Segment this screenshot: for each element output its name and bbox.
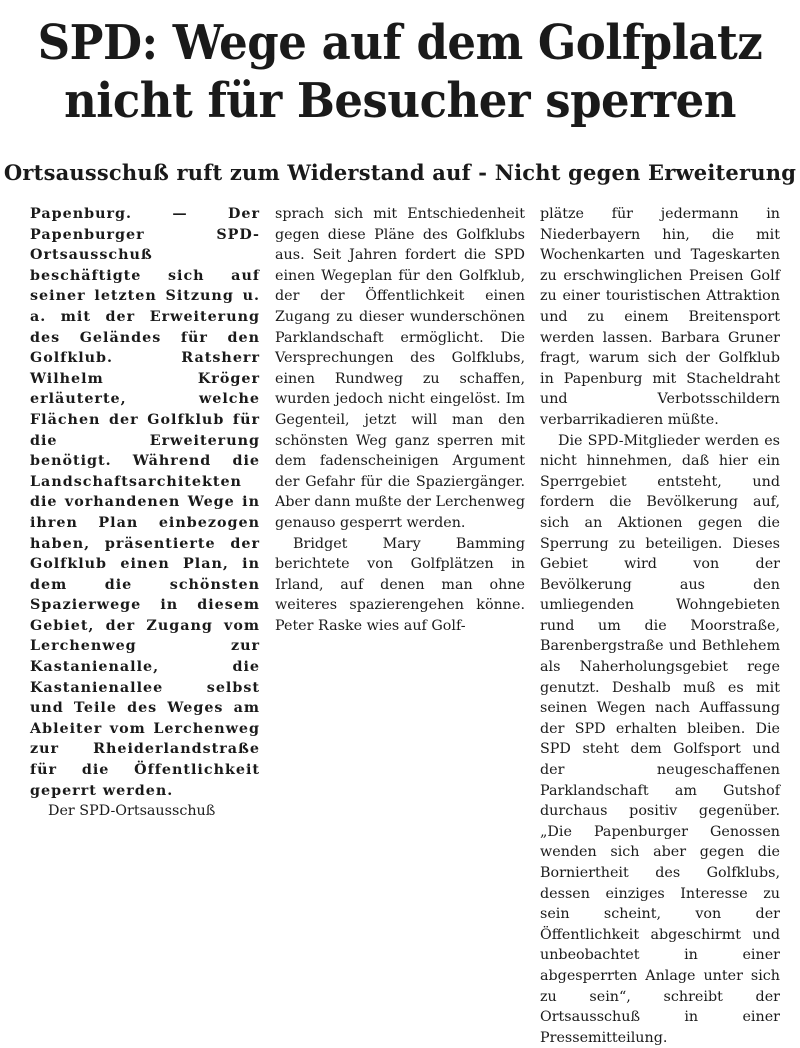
article-column-2: [275, 204, 525, 636]
column-1-paragraph-2: Der SPD-Ortsausschuß: [48, 803, 216, 820]
article-column-3: [540, 204, 780, 1048]
article-subheadline: Ortsausschuß ruft zum Widerstand auf - Nicht gegen Erweiterung: [3, 160, 797, 185]
headline-line-2: nicht für Besucher sperren: [64, 72, 736, 129]
column-2-paragraph-1: sprach sich mit Entschiedenheit gegen diese Pläne des Golfklubs aus. Seit Jahren fordert die SPD einen Wegeplan für den Golfklub, der der Öffentlichkeit einen Zugang zu dieser wunderschönen Parklandschaft ermöglicht. Die Versprechungen des Golfklubs, einen Rundweg zu schaffen, wurden jedoch nicht eingelöst. Im Gegenteil, jetzt will man den schönsten Weg ganz sperren mit dem fadenscheinigen Argument der Gefahr für die Spaziergänger. Aber dann mußte der Lerchenweg genauso gesperrt werden.: [275, 206, 525, 531]
column-3-paragraph-1: plätze für jedermann in Niederbayern hin, die mit Wochenkarten und Tageskarten zu erschwinglichen Preisen Golf zu einer touristischen Attraktion und zu einem Breitensport werden lassen. Barbara Gruner fragt, warum sich der Golfklub in Papenburg mit Stacheldraht und Verbotsschildern verbarrikadieren müßte.: [540, 206, 780, 428]
article-column-1: [30, 204, 260, 822]
column-1-paragraph-1: Papenburg. — Der Papenburger SPD-Ortsausschuß beschäftigte sich auf seiner letzten Sitzung u. a. mit der Erweiterung des Geländes für den Golfklub. Ratsherr Wilhelm Kröger erläuterte, welche Flächen der Golfklub für die Erweiterung benötigt. Während die Landschaftsarchitekten die vorhandenen Wege in ihren Plan einbezogen haben, präsentierte der Golfklub einen Plan, in dem die schönsten Spazierwege in diesem Gebiet, der Zugang vom Lerchenweg zur Kastanienalle, die Kastanienallee selbst und Teile des Weges am Ableiter vom Lerchenweg zur Rheiderlandstraße für die Öffentlichkeit geperrt werden.: [30, 206, 260, 799]
column-3-paragraph-2: Die SPD-Mitglieder werden es nicht hinnehmen, daß hier ein Sperrgebiet entsteht, und fordern die Bevölkerung auf, sich an Aktionen gegen die Sperrung zu beteiligen. Dieses Gebiet wird von der Bevölkerung aus den umliegenden Wohngebieten rund um die Moorstraße, Barenbergstraße und Bethlehem als Naherholungsgebiet rege genutzt. Deshalb muß es mit seinen Wegen nach Auffassung der SPD erhalten bleiben. Die SPD steht dem Golfsport und der neugeschaffenen Parklandschaft am Gutshof durchaus positiv gegenüber. „Die Papenburger Genossen wenden sich aber gegen die Borniertheit des Golfklubs, dessen einziges Interesse zu sein scheint, von der Öffentlichkeit abgeschirmt und unbeobachtet in einer abgesperrten Anlage unter sich zu sein“, schreibt der Ortsausschuß in einer Pressemitteilung.: [540, 432, 780, 1046]
article-headline: [0, 14, 800, 130]
headline-line-1: SPD: Wege auf dem Golfplatz: [37, 15, 763, 71]
column-2-paragraph-2: Bridget Mary Bamming berichtete von Golfplätzen in Irland, auf denen man ohne weiteres spazierengehen könne. Peter Raske wies auf Golf-: [275, 535, 525, 634]
